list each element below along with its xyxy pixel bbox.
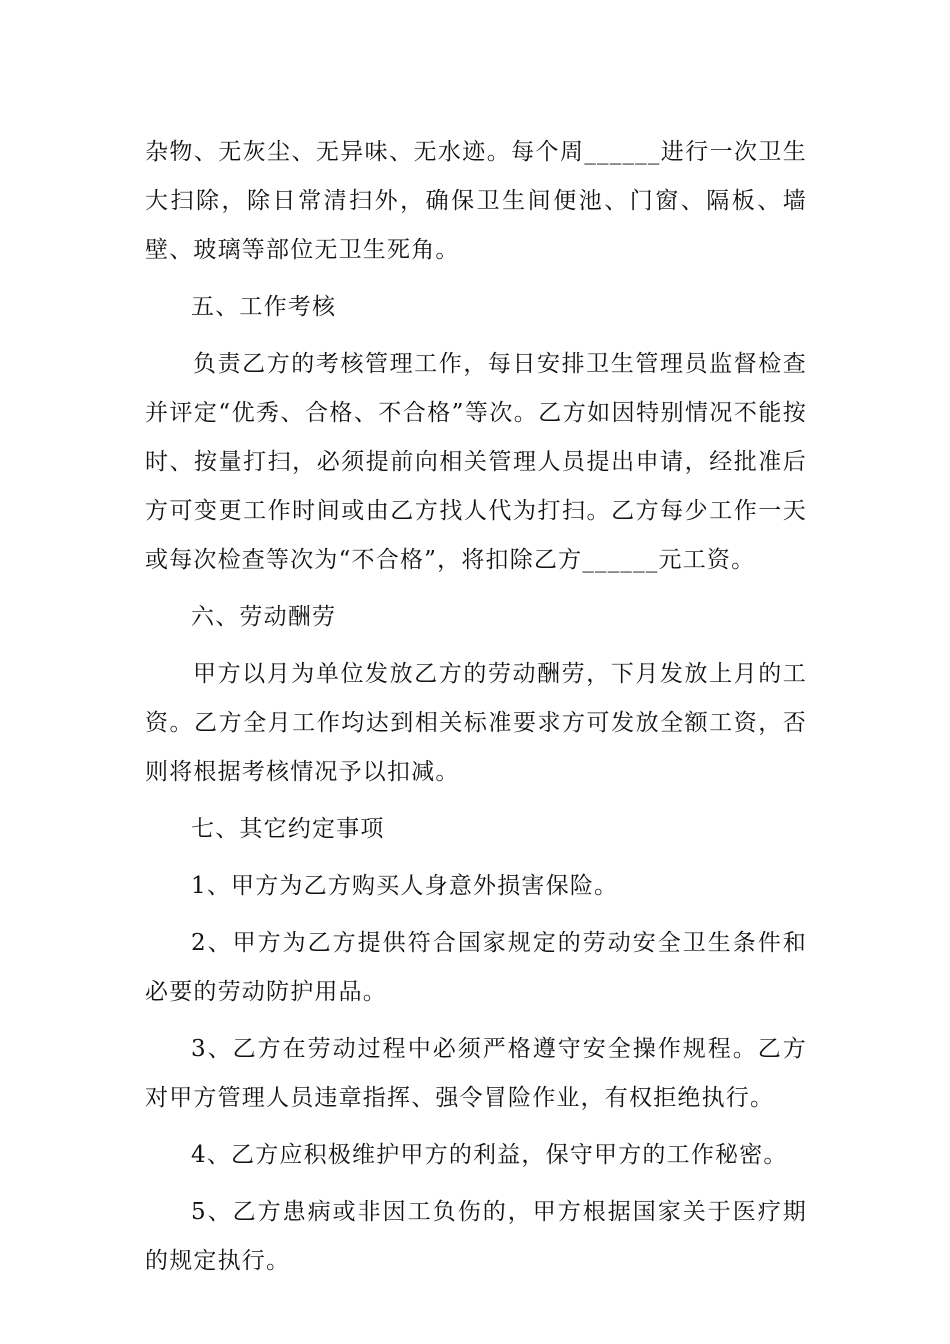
document-body (145, 128, 807, 1286)
list-item-safety-rules: 3、乙方在劳动过程中必须严格遵守安全操作规程。乙方对甲方管理人员违章指挥、强令冒险作业，有权拒绝执行。 (145, 1036, 807, 1111)
section-heading-other-agreements: 七、其它约定事项 (191, 816, 385, 842)
list-item-confidentiality: 4、乙方应积极维护甲方的利益，保守甲方的工作秘密。 (191, 1142, 788, 1168)
paragraph-work-assessment: 负责乙方的考核管理工作，每日安排卫生管理员监督检查并评定“优秀、合格、不合格”等次。乙方如因特别情况不能按时、按量打扫，必须提前向相关管理人员提出申请，经批准后方可变更工作时间或由乙方找人代为打扫。乙方每少工作一天或每次检查等次为“不合格”，将扣除乙方______元工资。 (145, 351, 807, 573)
paragraph-cleaning-standard: 杂物、无灰尘、无异味、无水迹。每个周______进行一次卫生大扫除，除日常清扫外，确保卫生间便池、门窗、隔板、墙壁、玻璃等部位无卫生死角。 (145, 139, 807, 263)
section-heading-labor-remuneration: 六、劳动酬劳 (191, 604, 337, 630)
list-item-medical-period: 5、乙方患病或非因工负伤的，甲方根据国家关于医疗期的规定执行。 (145, 1199, 807, 1274)
list-item-insurance: 1、甲方为乙方购买人身意外损害保险。 (191, 873, 619, 899)
section-heading-work-assessment: 五、工作考核 (191, 294, 337, 320)
list-item-safety-conditions: 2、甲方为乙方提供符合国家规定的劳动安全卫生条件和必要的劳动防护用品。 (145, 930, 807, 1005)
paragraph-labor-remuneration: 甲方以月为单位发放乙方的劳动酬劳，下月发放上月的工资。乙方全月工作均达到相关标准要求方可发放全额工资，否则将根据考核情况予以扣减。 (145, 661, 807, 785)
